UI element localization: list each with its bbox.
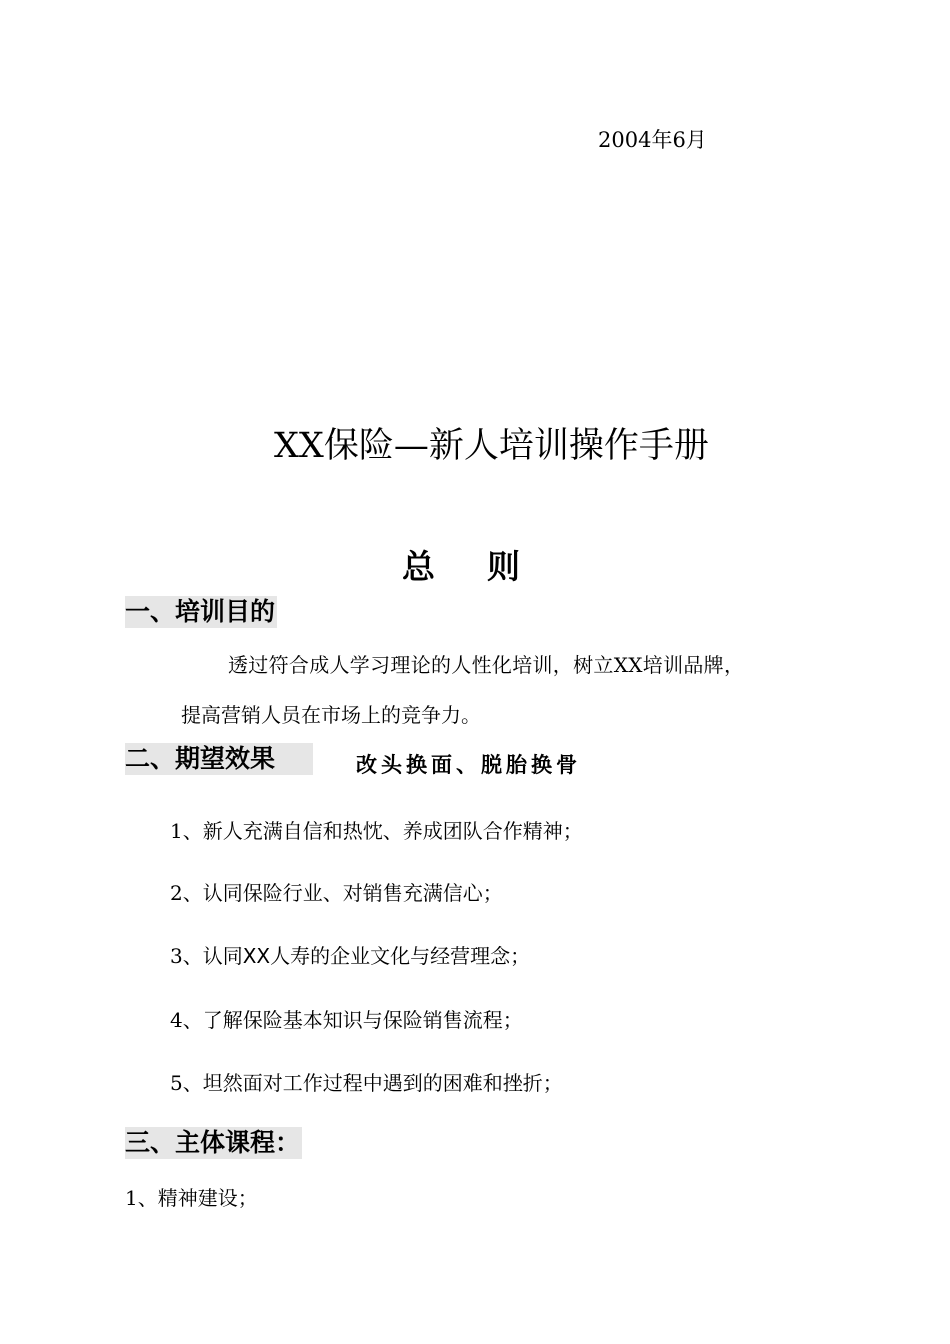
course-item: 1、精神建设；: [125, 1186, 258, 1210]
list-item-number: 2、: [170, 881, 203, 905]
list-item-text: 了解保险基本知识与保险销售流程；: [202, 1008, 523, 1032]
chapter-title: 总则: [402, 547, 572, 586]
list-item-number: 1、: [170, 819, 203, 843]
section-heading-main-courses: 三、主体课程：: [125, 1128, 301, 1157]
document-title: XX保险—新人培训操作手册: [274, 426, 709, 466]
list-item-number: 3、: [170, 944, 203, 968]
list-item-text: 新人充满自信和热忱、养成团队合作精神；: [202, 819, 583, 843]
purpose-paragraph-line-1: 透过符合成人学习理论的人性化培训，树立XX培训品牌，: [228, 653, 745, 677]
expected-effects-slogan: 改头换面、脱胎换骨: [356, 753, 581, 777]
section-heading-training-purpose: 一、培训目的: [125, 597, 276, 626]
list-item-text: 认同保险行业、对销售充满信心；: [202, 881, 503, 905]
list-item-text: 坦然面对工作过程中遇到的困难和挫折；: [202, 1071, 563, 1095]
document-date: 2004年6月: [598, 128, 707, 152]
list-item: [170, 1067, 563, 1096]
list-item: [170, 940, 530, 969]
section-heading-expected-effects: 二、期望效果: [125, 743, 313, 775]
purpose-paragraph-line-2: 提高营销人员在市场上的竞争力。: [181, 703, 481, 727]
list-item: [170, 815, 583, 844]
list-item-number: 4、: [170, 1008, 203, 1032]
list-item-number: 5、: [170, 1071, 203, 1095]
list-item: [170, 1004, 523, 1033]
list-item-text: 认同XX人寿的企业文化与经营理念；: [202, 944, 531, 968]
list-item: [170, 877, 503, 906]
